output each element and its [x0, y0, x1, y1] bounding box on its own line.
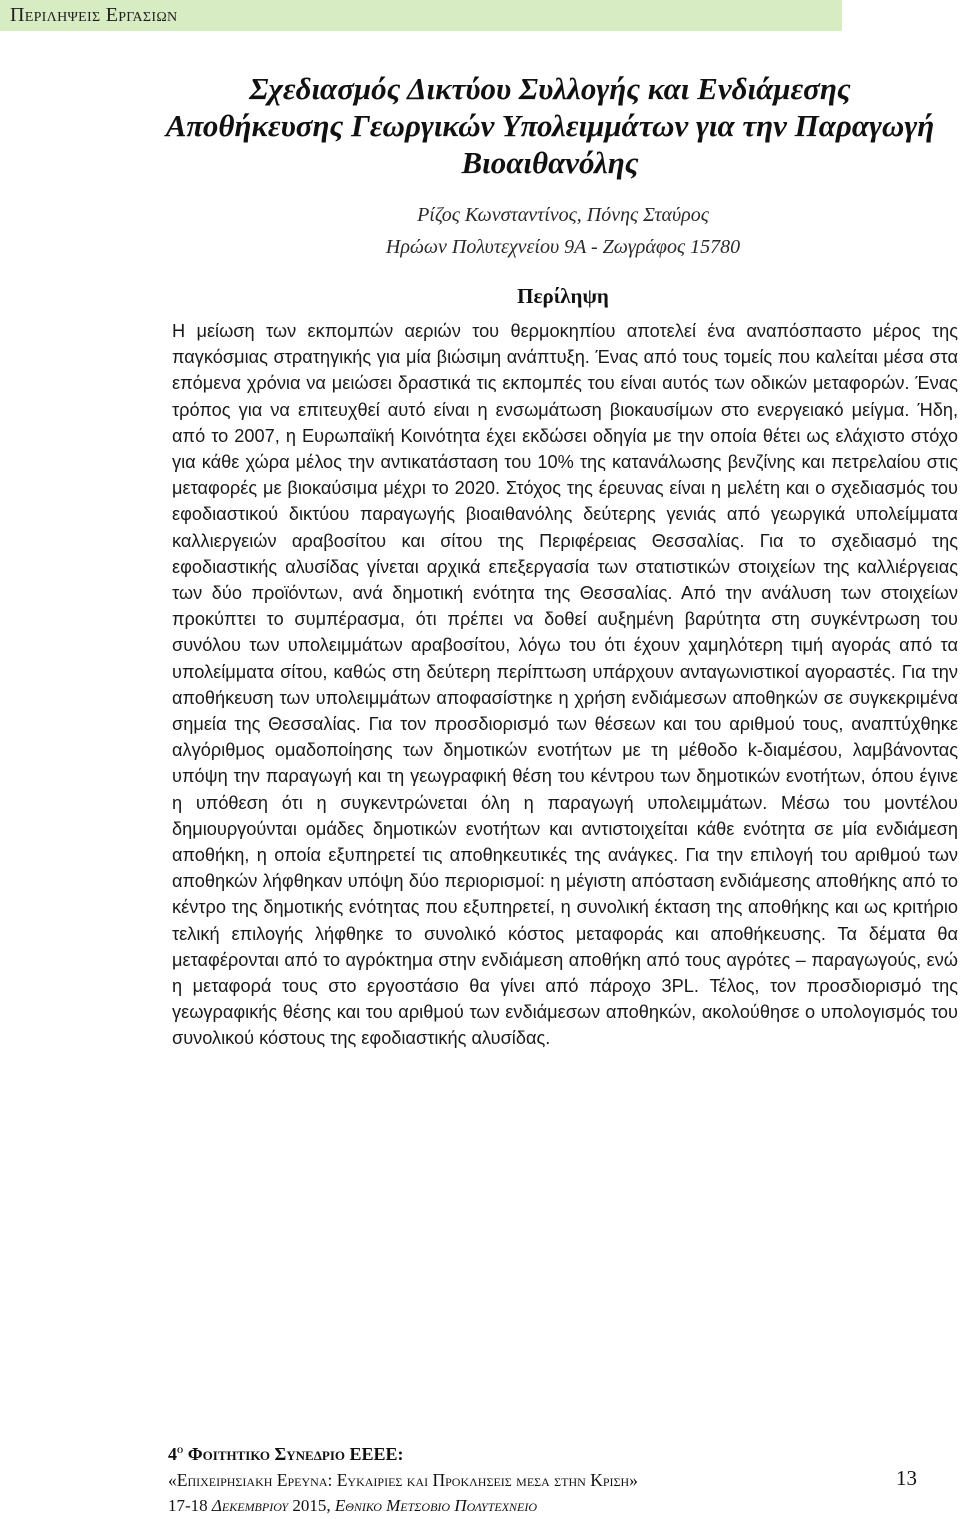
footer-conference-title: Φοιτητικο Συνεδριο ΕΕΕΕ:: [183, 1444, 404, 1464]
abstract-paragraph: Η μείωση των εκπομπών αεριών του θερμοκηπίου αποτελεί ένα αναπόσπαστο μέρος της παγκόσμιας στρατηγικής για μία βιώσιμη ανάπτυξη. Ένας από τους τομείς που καλείται μέσα στα επόμενα χρόνια να μειώσει δραστικά τις εκπομπές του είναι αυτός των οδικών μεταφορών. Ένας τρόπος για να επιτευχθεί αυτό είναι η ενσωμάτωση βιοκαυσίμων στο ενεργειακό μείγμα. Ήδη, από το 2007, η Ευρωπαϊκή Κοινότητα έχει εκδώσει οδηγία με την οποία θέτει ως ελάχιστο στόχο για κάθε χώρα μέλος την αντικατάσταση του 10% της κατανάλωσης βενζίνης και πετρελαίου στις μεταφορές με βιοκαύσιμα μέχρι το 2020. Στόχος της έρευνας είναι η μελέτη και ο σχεδιασμός του εφοδιαστικού δικτύου παραγωγής βιοαιθανόλης δεύτερης γενιάς από γεωργικά υπολείμματα καλλιεργειών αραβοσίτου και σίτου της Περιφέρειας Θεσσαλίας. Για το σχεδιασμό της εφοδιαστικής αλυσίδας γίνεται αρχικά επεξεργασία των στατιστικών στοιχείων της καλλιέργειας των δύο προϊόντων, ανά δημοτική ενότητα της Θεσσαλίας. Από την ανάλυση των στοιχείων προκύπτει το συμπέρασμα, ότι πρέπει να δοθεί αυξημένη βαρύτητα στη συγκέντρωση του συνόλου των υπολειμμάτων αραβοσίτου, λόγω του ότι έχουν χαμηλότερη τιμή αγοράς από τα υπολείμματα σίτου, καθώς στη δεύτερη περίπτωση υπάρχουν ανταγωνιστικοί αγοραστές. Για την αποθήκευση των υπολειμμάτων αποφασίστηκε η χρήση ενδιάμεσων αποθηκών σε συγκεκριμένα σημεία της Θεσσαλίας. Για τον προσδιορισμό των θέσεων και του αριθμού τους, αναπτύχθηκε αλγόριθμος ομαδοποίησης των δημοτικών ενοτήτων με τη μέθοδο k-διαμέσου, λαμβάνοντας υπόψη την παραγωγή και τη γεωγραφική θέση του κέντρου των δημοτικών ενοτήτων, όπου έγινε η υπόθεση ότι η συγκεντρώνεται όλη η παραγωγή υπολειμμάτων. Μέσω του μοντέλου δημιουργούνται ομάδες δημοτικών ενοτήτων και αντιστοιχείται κάθε ενότητα σε μία ενδιάμεση αποθήκη, η οποία εξυπηρετεί τις αποθηκευτικές της ανάγκες. Για την επιλογή του αριθμού των αποθηκών λήφθηκαν υπόψη δύο περιορισμοί: η μέγιστη απόσταση ενδιάμεσης αποθήκης από το κέντρο της δημοτικής ενότητας που εξυπηρετεί, η συνολική έκταση της αποθήκης και ως κριτήριο τελική επιλογής λήφθηκε το συνολικό κόστος μεταφοράς και αποθήκευσης. Τα δέματα θα μεταφέρονται από το αγρόκτημα στην ενδιάμεση αποθήκη από τους αγρότες – παραγωγούς, ενώ η μεταφορά τους στο εργοστάσιο θα γίνει από πάροχο 3PL. Τέλος, τον προσδιορισμό της γεωγραφικής θέσης και του αριθμού των ενδιάμεσων αποθηκών, ακολούθησε ο υπολογισμός του συνολικού κόστους της εφοδιαστικής αλυσίδας.: [172, 321, 958, 1049]
abstract-heading: Περίληψη: [517, 284, 609, 308]
page-number: 13: [896, 1466, 917, 1490]
paper-title-line-2: Αποθήκευσης Γεωργικών Υπολειμμάτων για την Παραγωγή: [165, 108, 935, 143]
paper-title: [140, 70, 960, 181]
footer-conference-theme: «Επιχειρησιακη Ερευνα: Ευκαιριες και Προκλησεις μεσα στην Κριση»: [168, 1470, 638, 1490]
running-header-title: Περιληψεις Εργασιων: [10, 4, 178, 26]
abstract-body: [172, 318, 958, 1052]
author-names: Ρίζος Κωνσταντίνος, Πόνης Σταύρος: [417, 204, 709, 226]
running-header-band: [0, 0, 842, 31]
paper-title-line-1: Σχεδιασμός Δικτύου Συλλογής και Ενδιάμεσης: [249, 71, 851, 106]
footer-conference-name: [168, 1437, 938, 1467]
paper-title-line-3: Βιοαιθανόλης: [461, 145, 639, 180]
conference-footer: [168, 1437, 938, 1519]
author-affiliation: Ηρώων Πολυτεχνείου 9Α - Ζωγράφος 15780: [385, 236, 741, 258]
footer-conference-ordinal: 4: [168, 1444, 177, 1464]
footer-date-month: Δεκεμβριου: [211, 1496, 289, 1515]
footer-conference-ordinal-suffix: ο: [177, 1444, 184, 1456]
footer-date-venue: [168, 1493, 938, 1519]
footer-date-year: 2015,: [288, 1496, 335, 1515]
footer-date-prefix: 17-18: [168, 1496, 212, 1515]
footer-venue: Εθνικο Μετσοβιο Πολυτεχνειο: [334, 1496, 538, 1515]
author-block: [168, 199, 958, 263]
